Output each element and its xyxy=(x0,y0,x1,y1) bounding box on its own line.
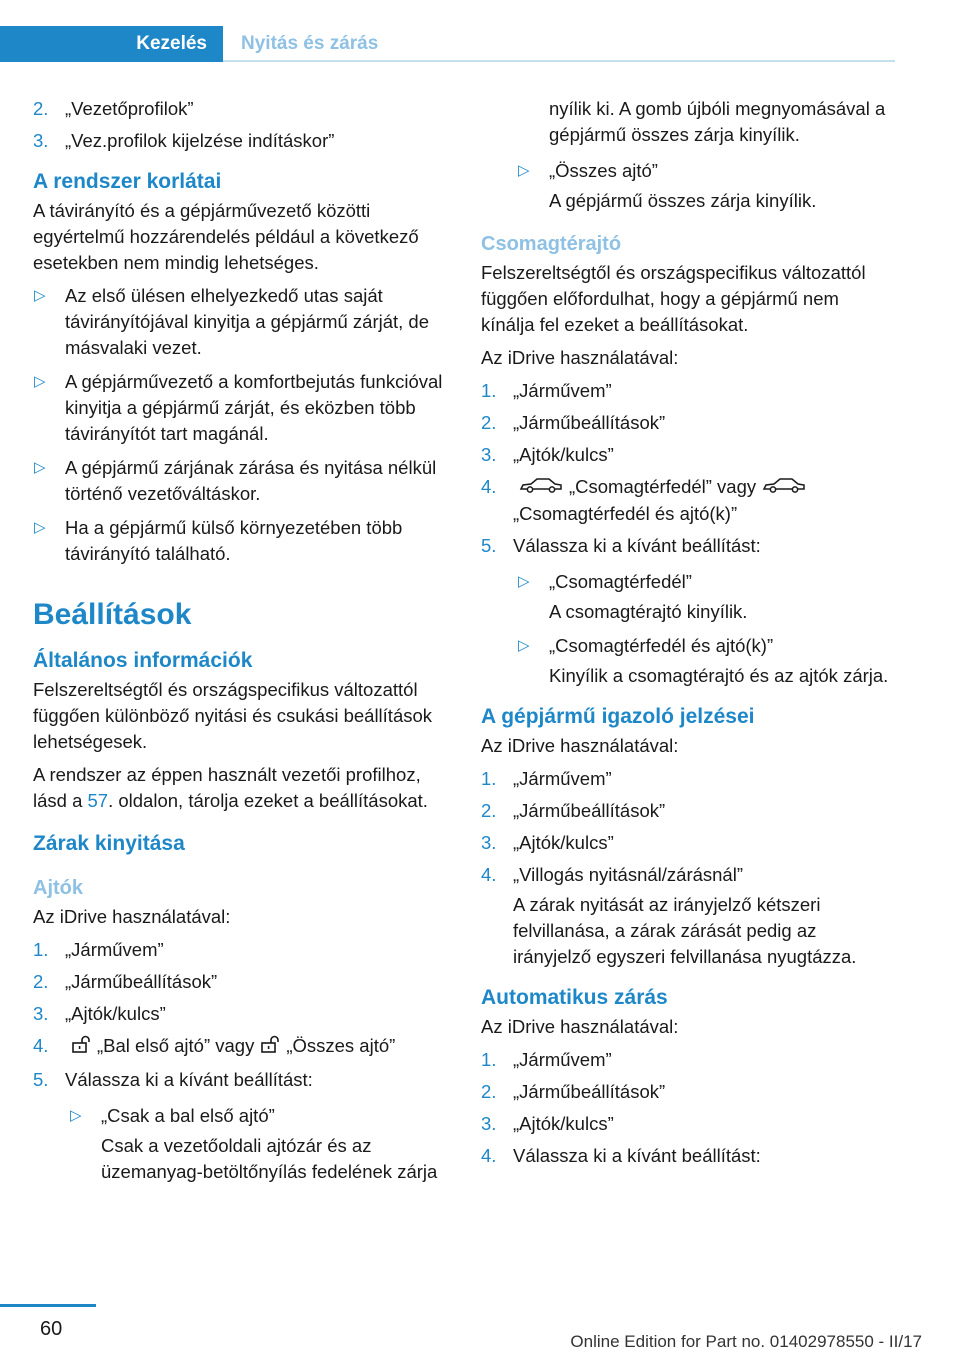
general-paragraph-2: A rendszer az éppen használt vezetői profilhoz, lásd a 57. oldalon, tárolja ezeket a beállításokat. xyxy=(33,764,428,811)
general-paragraph-1: Felszereltségtől és országspecifikus változattól függően különböző nyitási és csukási beállítások lehetségesek. xyxy=(33,679,433,752)
unlock-icon xyxy=(71,1034,91,1061)
trunk-options xyxy=(517,569,896,689)
option-description: A csomagtérajtó kinyílik. xyxy=(549,601,748,623)
settings-heading: Beállítások xyxy=(33,598,192,631)
profile-steps-list xyxy=(33,96,448,154)
list-item: 3. „Ajtók/kulcs” xyxy=(481,832,614,854)
triangle-right-icon: ▷ xyxy=(518,573,530,591)
trunk-steps xyxy=(481,378,896,559)
list-item: 4. „Bal első ajtó” vagy „Összes ajtó” xyxy=(33,1033,448,1061)
general-heading: Általános információk xyxy=(33,649,253,672)
list-item: 2. „Járműbeállítások” xyxy=(481,1081,666,1103)
list-item: 4. Válassza ki a kívánt beállítást: xyxy=(481,1145,761,1167)
list-item: ▷ „Összes ajtó” A gépjármű összes zárja kinyílik. xyxy=(517,158,896,214)
doors-intro: Az iDrive használatával: xyxy=(33,906,231,927)
triangle-right-icon: ▷ xyxy=(34,373,46,390)
option-description: Csak a vezetőoldali ajtózár és az üzemanyag-betöltőnyílás fedelének zárja xyxy=(101,1134,438,1182)
header-tab-active[interactable]: Kezelés xyxy=(0,26,223,62)
list-item: 3. „Ajtók/kulcs” xyxy=(481,444,614,465)
trunk-heading: Csomagtérajtó xyxy=(481,233,622,255)
footer-rule xyxy=(0,1304,96,1307)
doors-steps xyxy=(33,937,448,1093)
option-description: Kinyílik a csomagtérajtó és az ajtók zárja. xyxy=(549,665,889,687)
list-item: 2. „Járműbeállítások” xyxy=(481,800,666,822)
all-doors-option xyxy=(517,158,896,214)
limits-intro: A távirányító és a gépjárművezető közötti egyértelmű hozzárendelés például a következő esetekben nem mindig lehetséges. xyxy=(33,200,419,273)
list-item: 1. „Járművem” xyxy=(481,1049,612,1071)
list-item: 1. „Járművem” xyxy=(481,380,612,401)
list-item: 3. „Ajtók/kulcs” xyxy=(481,1113,614,1135)
auto-lock-intro: Az iDrive használatával: xyxy=(481,1016,679,1038)
list-item: ▷ Az első ülésen elhelyezkedő utas saját távirányítójával kinyitja a gépjármű zárját, de másvalaki vezet. xyxy=(34,285,430,358)
triangle-right-icon: ▷ xyxy=(34,459,46,476)
option-description: A gépjármű összes zárja kinyílik. xyxy=(549,190,817,211)
doors-options xyxy=(69,1103,448,1185)
header-rule xyxy=(223,60,895,62)
edition-text: Online Edition for Part no. 01402978550 - II/17 xyxy=(570,1332,922,1351)
list-item: 2. „Járműbeállítások” xyxy=(33,971,218,992)
list-item: ▷ Ha a gépjármű külső környezetében több távirányító található. xyxy=(34,517,403,564)
list-item: ▷ A gépjárművezető a komfortbejutás funkcióval kinyitja a gépjármű zárját, és eközben több távirányítót tart magánál. xyxy=(34,371,443,444)
car-icon xyxy=(519,475,563,501)
list-item: 4. „Villogás nyitásnál/zárásnál” A zárak nyitását az irányjelző kétszeri felvillanása, a zárak zárását pedig az irányjelző egyszeri felvillanása nyugtázza. xyxy=(481,862,896,970)
list-item: 1. „Járművem” xyxy=(481,768,612,790)
confirm-heading: A gépjármű igazoló jelzései xyxy=(481,705,755,729)
unlock-icon xyxy=(260,1034,280,1061)
triangle-right-icon: ▷ xyxy=(70,1106,82,1124)
list-item: 5. Válassza ki a kívánt beállítást: xyxy=(33,1068,313,1090)
trunk-paragraph: Felszereltségtől és országspecifikus változattól függően előfordulhat, hogy a gépjármű nem kínálja fel ezeket a beállításokat. xyxy=(481,262,866,335)
unlock-heading: Zárak kinyitása xyxy=(33,832,185,855)
list-item: ▷ „Csomagtérfedél és ajtó(k)” Kinyílik a csomagtérajtó és az ajtók zárja. xyxy=(517,633,896,689)
trunk-intro: Az iDrive használatával: xyxy=(481,347,679,368)
list-item: ▷ „Csomagtérfedél” A csomagtérajtó kinyílik. xyxy=(517,569,896,625)
limits-bullets xyxy=(33,283,448,567)
list-item: 3. „Vez.profilok kijelzése indításkor” xyxy=(33,130,335,151)
list-item: ▷ A gépjármű zárjának zárása és nyitása nélkül történő vezetőváltáskor. xyxy=(34,457,437,504)
triangle-right-icon: ▷ xyxy=(34,519,46,536)
list-item: 3. „Ajtók/kulcs” xyxy=(33,1003,166,1024)
option-description-continued: nyílik ki. A gomb újbóli megnyomásával a gépjármű összes zárja kinyílik. xyxy=(549,98,886,145)
left-column xyxy=(33,96,448,1195)
header-tab-inactive[interactable]: Nyitás és zárás xyxy=(241,33,379,54)
triangle-right-icon: ▷ xyxy=(518,162,530,179)
list-item: 5. Válassza ki a kívánt beállítást: xyxy=(481,535,761,557)
page-link[interactable]: 57 xyxy=(87,790,109,811)
right-column xyxy=(481,96,896,1179)
step-description: A zárak nyitását az irányjelző kétszeri felvillanása, a zárak zárását pedig az irányjelző egyszeri felvillanása nyugtázza. xyxy=(513,894,857,968)
limits-heading: A rendszer korlátai xyxy=(33,170,222,193)
page-number: 60 xyxy=(40,1318,63,1340)
confirm-intro: Az iDrive használatával: xyxy=(481,735,679,757)
list-item: 2. „Vezetőprofilok” xyxy=(33,98,194,119)
confirm-steps xyxy=(481,766,896,970)
doors-heading: Ajtók xyxy=(33,877,83,899)
triangle-right-icon: ▷ xyxy=(34,287,46,304)
triangle-right-icon: ▷ xyxy=(518,637,530,655)
list-item: 4. „Csomagtérfedél” vagy „Csomagtérfedél és ajtó(k)” xyxy=(481,474,896,527)
list-item: 2. „Járműbeállítások” xyxy=(481,412,666,433)
auto-lock-heading: Automatikus zárás xyxy=(481,986,668,1010)
list-item: ▷ „Csak a bal első ajtó” Csak a vezetőoldali ajtózár és az üzemanyag-betöltőnyílás fedelének zárja xyxy=(69,1103,448,1185)
auto-lock-steps xyxy=(481,1047,896,1169)
chapter-header xyxy=(0,26,895,62)
car-icon xyxy=(762,475,806,501)
list-item: 1. „Járművem” xyxy=(33,939,164,960)
